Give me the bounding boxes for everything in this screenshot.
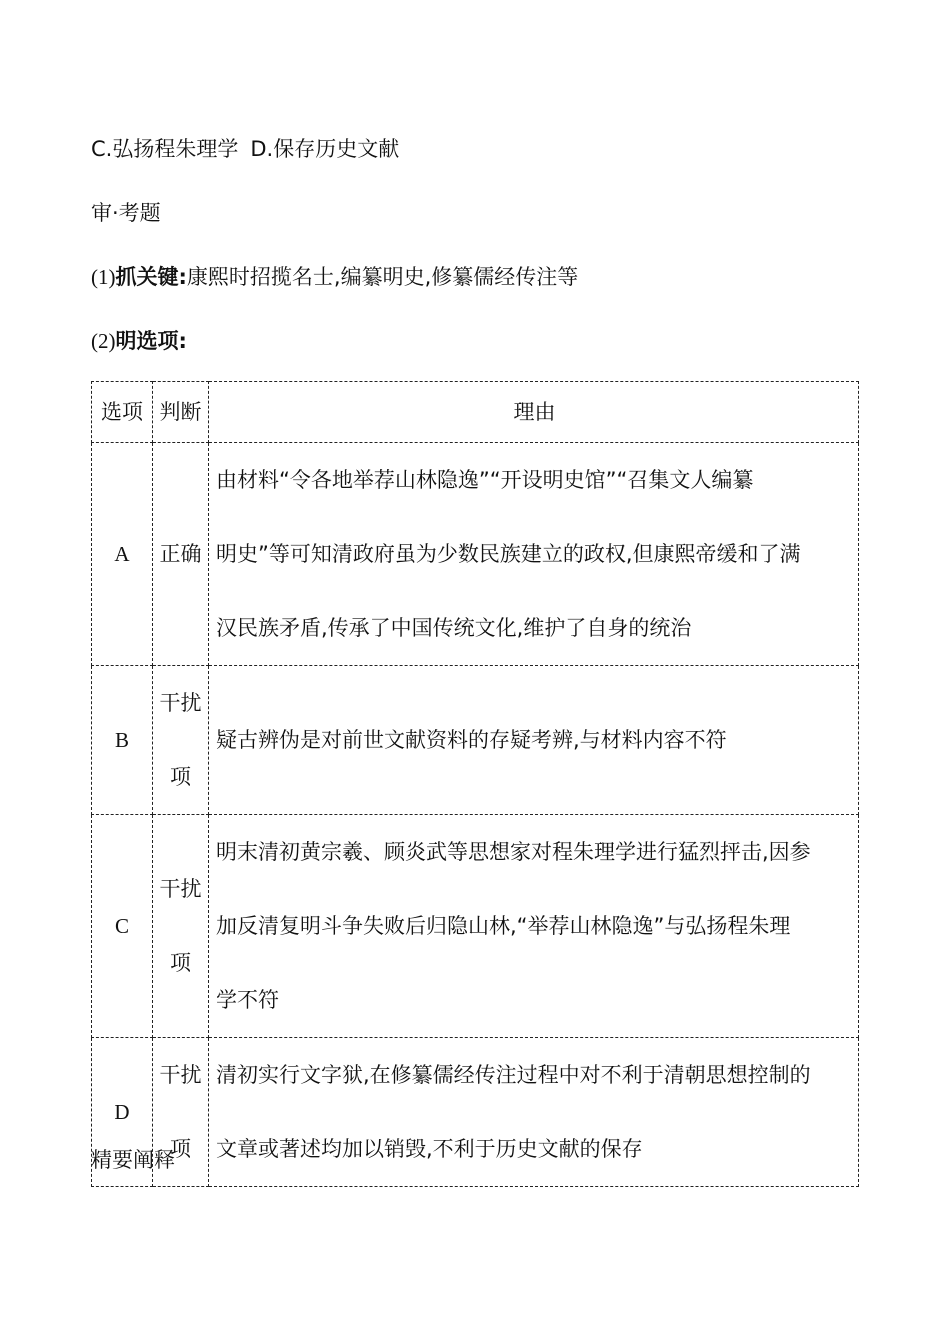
judgement-line: 干扰 (159, 1063, 202, 1087)
row-judgement-c (153, 815, 209, 1038)
judgement-line: 正确 (159, 542, 202, 566)
reason-line: 汉民族矛盾,传承了中国传统文化,维护了自身的统治 (216, 616, 692, 640)
row-option-d: D (92, 1038, 153, 1187)
reason-line: 文章或著述均加以销毁,不利于历史文献的保存 (216, 1137, 643, 1161)
option-d-text: D.保存历史文献 (250, 137, 400, 161)
header-judgement: 判断 (153, 382, 209, 443)
row-reason-a (209, 443, 859, 666)
footer-title: 精要阐释 (91, 1148, 175, 1172)
option-c-text: C.弘扬程朱理学 (91, 137, 239, 161)
step-2-label: 明选项: (115, 329, 187, 353)
judgement-line: 干扰 (159, 691, 202, 715)
reason-line: 由材料“令各地举荐山林隐逸”“开设明史馆”“召集文人编纂 (216, 468, 754, 492)
reason-line: 学不符 (216, 988, 279, 1012)
judgement-line: 项 (170, 765, 191, 789)
table-row (92, 443, 859, 666)
reason-line: 明史”等可知清政府虽为少数民族建立的政权,但康熙帝缓和了满 (216, 542, 801, 566)
reason-line: 疑古辨伪是对前世文献资料的存疑考辨,与材料内容不符 (216, 728, 727, 752)
step-2-options (91, 327, 187, 355)
table-row (92, 815, 859, 1038)
section-title: 审·考题 (91, 201, 161, 225)
row-option-c: C (92, 815, 153, 1038)
row-judgement-a (153, 443, 209, 666)
reason-line: 明末清初黄宗羲、顾炎武等思想家对程朱理学进行猛烈抨击,因参 (216, 840, 811, 864)
reason-line: 清初实行文字狱,在修纂儒经传注过程中对不利于清朝思想控制的 (216, 1063, 811, 1087)
row-reason-d (209, 1038, 859, 1187)
step-1-key-points (91, 263, 578, 291)
step-1-label: 抓关键: (115, 265, 187, 289)
header-reason: 理由 (209, 382, 859, 443)
step-2-number: (2) (91, 329, 116, 353)
step-1-text: 康熙时招揽名士,编纂明史,修纂儒经传注等 (186, 265, 579, 289)
reason-line: 加反清复明斗争失败后归隐山林,“举荐山林隐逸”与弘扬程朱理 (216, 914, 791, 938)
option-analysis-table (91, 381, 859, 1187)
header-option: 选项 (92, 382, 153, 443)
judgement-line: 项 (170, 951, 191, 975)
table-header-row (92, 382, 859, 443)
row-judgement-b (153, 666, 209, 815)
judgement-line: 项 (170, 1137, 191, 1161)
table-row (92, 1038, 859, 1187)
step-1-number: (1) (91, 265, 116, 289)
table-row (92, 666, 859, 815)
judgement-line: 干扰 (159, 877, 202, 901)
row-option-b: B (92, 666, 153, 815)
options-line (91, 135, 399, 163)
row-option-a: A (92, 443, 153, 666)
row-reason-b (209, 666, 859, 815)
row-reason-c (209, 815, 859, 1038)
